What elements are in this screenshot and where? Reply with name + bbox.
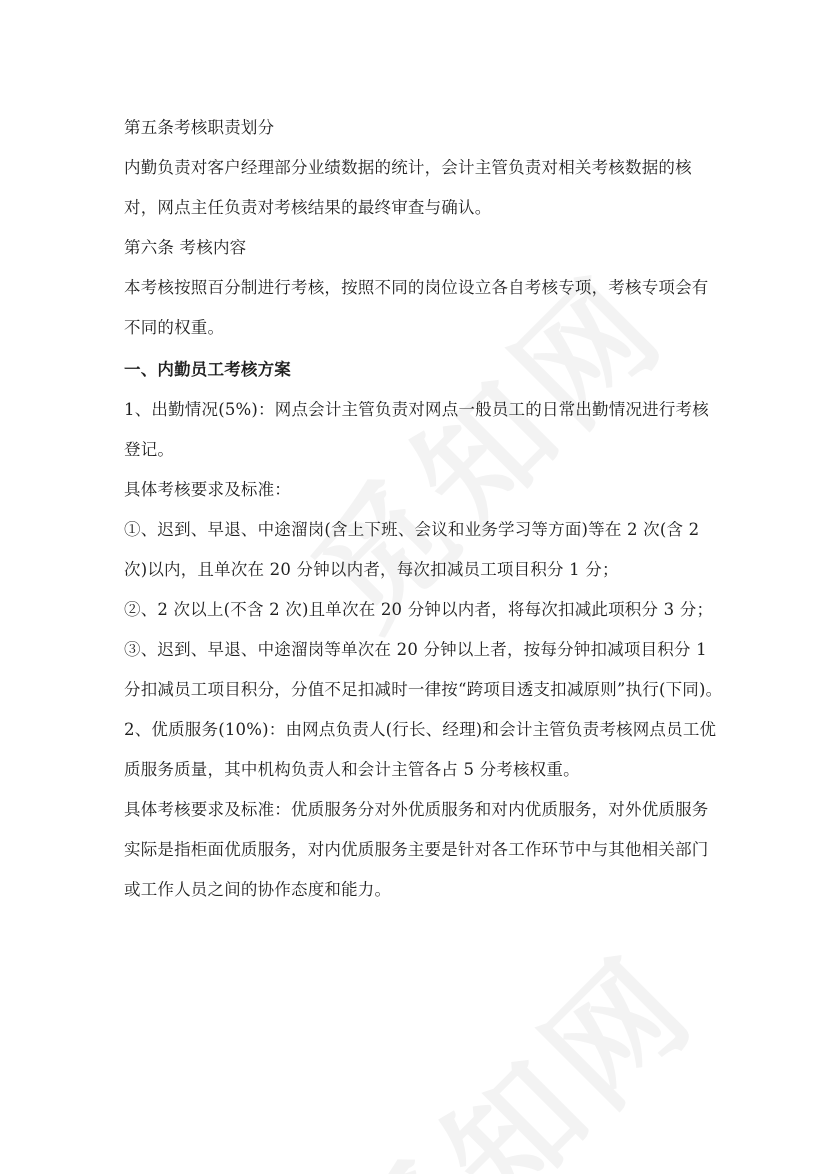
service-criteria: 具体考核要求及标准：优质服务分对外优质服务和对内优质服务，对外优质服务实际是指柜面优质服务，对内优质服务主要是针对各工作环节中与其他相关部门或工作人员之间的协作态度和能力。 bbox=[124, 800, 709, 899]
attendance-rule-2: ②、2 次以上(不含 2 次)且单次在 20 分钟以内者，将每次扣减此项积分 3 分； bbox=[124, 600, 714, 619]
watermark bbox=[296, 907, 729, 1174]
article-6-title: 第六条 考核内容 bbox=[124, 238, 247, 257]
attendance-criteria-label: 具体考核要求及标准： bbox=[124, 480, 291, 499]
section-heading: 一、内勤员工考核方案 bbox=[124, 360, 291, 379]
attendance-rule-3: ③、迟到、早退、中途溜岗等单次在 20 分钟以上者，按每分钟扣减项目积分 1 分扣减员工项目积分，分值不足扣减时一律按“跨项目透支扣减原则”执行(下同)。 bbox=[124, 640, 723, 699]
article-5-title: 第五条考核职责划分 bbox=[124, 118, 275, 137]
attendance-item: 1、出勤情况(5%)：网点会计主管负责对网点一般员工的日常出勤情况进行考核登记。 bbox=[124, 400, 709, 459]
article-5-text: 内勤负责对客户经理部分业绩数据的统计，会计主管负责对相关考核数据的核对，网点主任负责对考核结果的最终审查与确认。 bbox=[124, 158, 692, 217]
document-body bbox=[124, 108, 724, 910]
attendance-rule-1: ①、迟到、早退、中途溜岗(含上下班、会议和业务学习等方面)等在 2 次(含 2 次)以内，且单次在 20 分钟以内者，每次扣减员工项目积分 1 分； bbox=[124, 520, 700, 579]
article-6-text: 本考核按照百分制进行考核，按照不同的岗位设立各自考核专项，考核专项会有不同的权重。 bbox=[124, 278, 709, 337]
service-item: 2、优质服务(10%)：由网点负责人(行长、经理)和会计主管负责考核网点员工优质服务质量，其中机构负责人和会计主管各占 5 分考核权重。 bbox=[124, 720, 717, 779]
